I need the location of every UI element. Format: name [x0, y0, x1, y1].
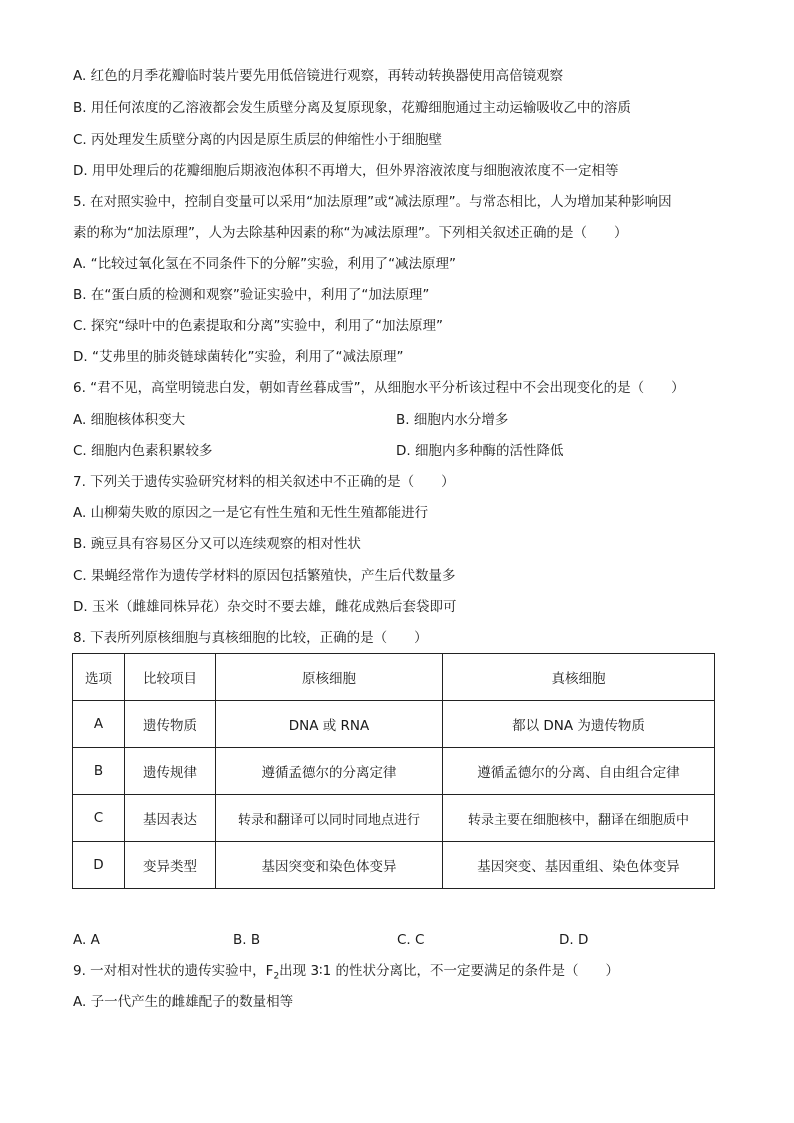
q9-stem-subscript: 2 [273, 971, 280, 982]
table-header-cell: 选项 [73, 654, 125, 701]
q5-stem-line2: 素的称为“加法原理”，人为去除基种因素的称“为减法原理”。下列相关叙述正确的是（ ） [73, 225, 628, 241]
q7-option-b: B. 豌豆具有容易区分又可以连续观察的相对性状 [73, 536, 361, 552]
table-cell: 遵循孟德尔的分离定律 [216, 748, 443, 795]
table-cell: A [73, 701, 125, 748]
table-cell: 基因表达 [125, 795, 216, 842]
q6-option-d: D. 细胞内多种酶的活性降低 [396, 443, 564, 459]
q6-option-a: A. 细胞核体积变大 [73, 412, 186, 428]
table-header-cell: 真核细胞 [443, 654, 715, 701]
q7-option-c: C. 果蝇经常作为遗传学材料的原因包括繁殖快，产生后代数量多 [73, 568, 456, 584]
q5-option-c: C. 探究“绿叶中的色素提取和分离”实验中，利用了“加法原理” [73, 318, 443, 334]
q6-stem: 6. “君不见，高堂明镜悲白发，朝如青丝暮成雪”，从细胞水平分析该过程中不会出现变化的是（ ） [73, 380, 685, 396]
q4-option-b: B. 用任何浓度的乙溶液都会发生质壁分离及复原现象，花瓣细胞通过主动运输吸收乙中的溶质 [73, 100, 631, 116]
q8-answer-a: A. A [73, 932, 100, 948]
q4-option-a: A. 红色的月季花瓣临时装片要先用低倍镜进行观察，再转动转换器使用高倍镜观察 [73, 68, 564, 84]
table-cell: DNA 或 RNA [216, 701, 443, 748]
q6-option-c: C. 细胞内色素积累较多 [73, 443, 213, 459]
q9-option-a: A. 子一代产生的雌雄配子的数量相等 [73, 994, 294, 1010]
q8-answer-d: D. D [559, 932, 589, 948]
q4-option-d: D. 用甲处理后的花瓣细胞后期液泡体积不再增大，但外界溶液浓度与细胞液浓度不一定相等 [73, 163, 619, 179]
q9-stem-post: 出现 3∶1 的性状分离比，不一定要满足的条件是（ ） [279, 963, 619, 979]
q5-option-d: D. “艾弗里的肺炎链球菌转化”实验，利用了“减法原理” [73, 349, 404, 365]
q4-option-c: C. 丙处理发生质壁分离的内因是原生质层的伸缩性小于细胞壁 [73, 132, 443, 148]
q5-option-b: B. 在“蛋白质的检测和观察”验证实验中，利用了“加法原理” [73, 287, 430, 303]
q6-option-b: B. 细胞内水分增多 [396, 412, 509, 428]
table-cell: 转录主要在细胞核中，翻译在细胞质中 [443, 795, 715, 842]
table-row [73, 701, 715, 748]
comparison-table [72, 653, 715, 889]
table-header-cell: 比较项目 [125, 654, 216, 701]
table-row [73, 842, 715, 889]
table-cell: 基因突变、基因重组、染色体变异 [443, 842, 715, 889]
table-cell: D [73, 842, 125, 889]
q9-stem-pre: 9. 一对相对性状的遗传实验中，F [73, 963, 274, 979]
q7-option-d: D. 玉米（雌雄同株异花）杂交时不要去雄，雌花成熟后套袋即可 [73, 599, 457, 615]
table-cell: 遗传物质 [125, 701, 216, 748]
table-header-cell: 原核细胞 [216, 654, 443, 701]
table-cell: 转录和翻译可以同时同地点进行 [216, 795, 443, 842]
table-cell: C [73, 795, 125, 842]
table-cell: 基因突变和染色体变异 [216, 842, 443, 889]
table-cell: 遗传规律 [125, 748, 216, 795]
table-header-row [73, 654, 715, 701]
q8-stem: 8. 下表所列原核细胞与真核细胞的比较，正确的是（ ） [73, 630, 428, 646]
q7-option-a: A. 山柳菊失败的原因之一是它有性生殖和无性生殖都能进行 [73, 505, 429, 521]
table-cell: B [73, 748, 125, 795]
q5-option-a: A. “比较过氧化氢在不同条件下的分解”实验，利用了“减法原理” [73, 256, 457, 272]
table-row [73, 748, 715, 795]
q7-stem: 7. 下列关于遗传实验研究材料的相关叙述中不正确的是（ ） [73, 474, 455, 490]
table-cell: 遵循孟德尔的分离、自由组合定律 [443, 748, 715, 795]
table-row [73, 795, 715, 842]
q8-answer-b: B. B [233, 932, 261, 948]
q9-stem [73, 962, 619, 986]
q5-stem-line1: 5. 在对照实验中，控制自变量可以采用“加法原理”或“减法原理”。与常态相比，人为增加某种影响因 [73, 194, 672, 210]
q8-answer-c: C. C [397, 932, 425, 948]
table-cell: 变异类型 [125, 842, 216, 889]
table-cell: 都以 DNA 为遗传物质 [443, 701, 715, 748]
